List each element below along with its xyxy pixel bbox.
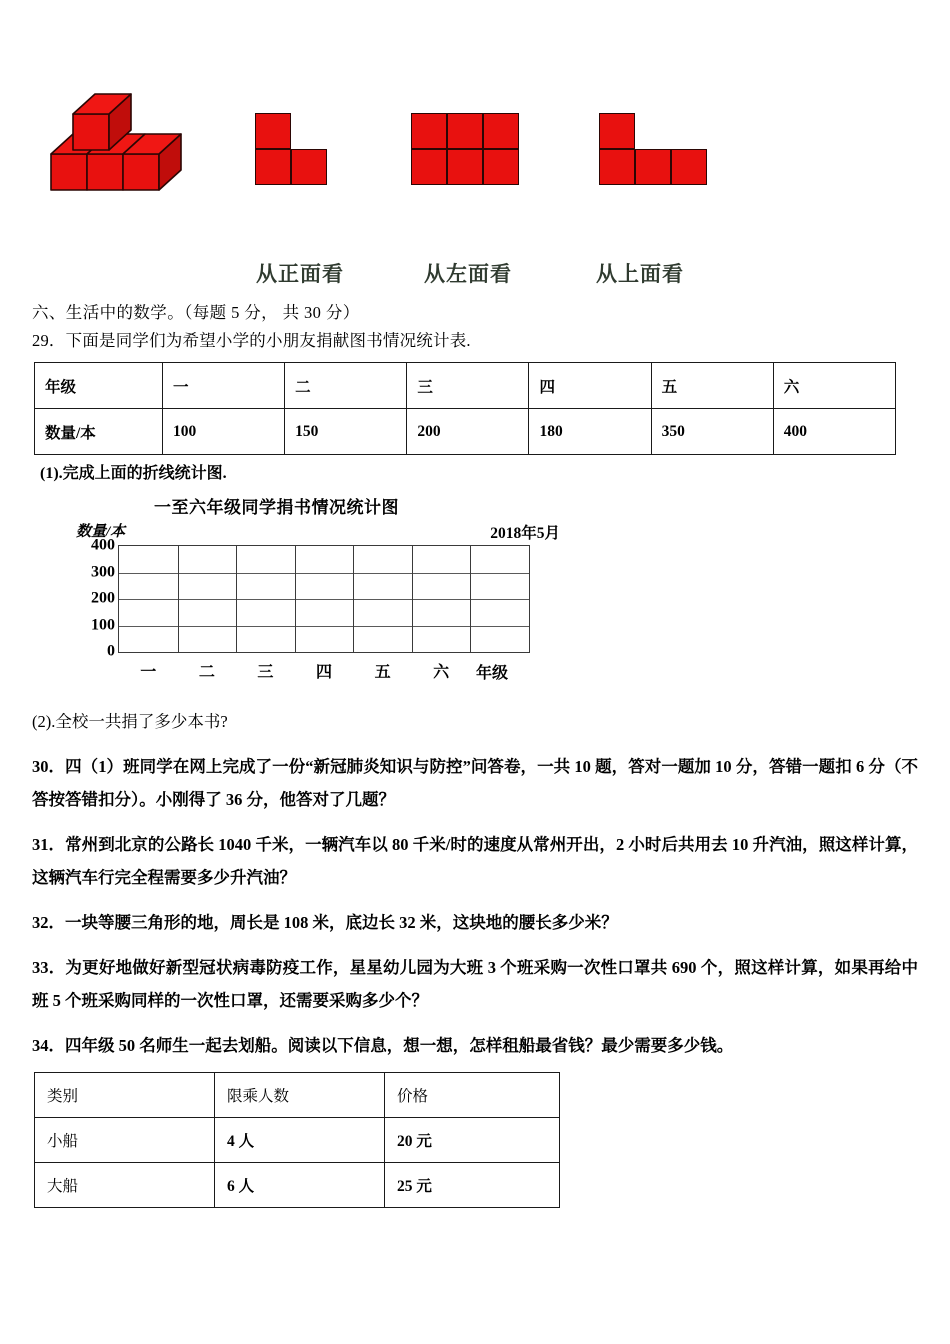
y-tick-400: 400	[91, 536, 115, 554]
section-heading: 六、生活中的数学。（每题 5 分， 共 30 分）	[32, 303, 360, 322]
shape-cell	[635, 149, 671, 185]
shape-cell	[447, 149, 483, 185]
amount-cell-4: 180	[529, 409, 651, 455]
solid-views-figure	[0, 0, 950, 300]
table-row-amounts	[35, 409, 896, 455]
question-31: 31．常州到北京的公路长 1040 千米，一辆汽车以 80 千米/时的速度从常州开出，2 小时后共用去 10 升汽油，照这样计算，这辆汽车行完全程需要多少升汽油？	[32, 835, 918, 887]
question-30: 30．四（1）班同学在网上完成了一份“新冠肺炎知识与防控”问答卷，一共 10 题，答对一题加 10 分，答错一题扣 6 分（不答按答错扣分）。小刚得了 36 分，他答对了几题？	[32, 757, 918, 809]
chart-date-label: 2018年5月	[490, 525, 560, 542]
shape-cell-empty	[635, 113, 671, 149]
shape-cell	[671, 149, 707, 185]
shape-cell	[411, 113, 447, 149]
cell-large-boat-type: 大船	[35, 1163, 215, 1208]
grade-cell-5: 五	[651, 363, 773, 409]
x-tick-grade-6: 六	[433, 664, 450, 681]
header-capacity: 限乘人数	[215, 1073, 385, 1118]
table-row-large-boat	[35, 1163, 560, 1208]
cell-small-boat-capacity: 4 人	[215, 1118, 385, 1163]
gridline-100	[119, 626, 529, 627]
gridline-300	[119, 573, 529, 574]
x-tick-grade-1: 一	[140, 664, 157, 681]
y-tick-300: 300	[91, 562, 115, 580]
row-header-amount: 数量/本	[35, 409, 163, 455]
x-tick-grade-5: 五	[374, 664, 391, 681]
cell-large-boat-price: 25 元	[385, 1163, 560, 1208]
table-row-small-boat	[35, 1118, 560, 1163]
question-32: 32．一块等腰三角形的地，周长是 108 米，底边长 32 米，这块地的腰长多少米？	[32, 913, 618, 932]
gridline-col-6	[470, 546, 471, 652]
top-view-shape	[600, 114, 708, 186]
y-tick-100: 100	[91, 615, 115, 633]
x-tick-grade-4: 四	[315, 664, 333, 681]
amount-cell-2: 150	[285, 409, 407, 455]
question-33: 33．为更好地做好新型冠状病毒防疫工作，星星幼儿园为大班 3 个班采购一次性口罩共 690 个，照这样计算，如果再给中班 5 个班采购同样的一次性口罩，还需要采购多少个？	[32, 958, 918, 1010]
donation-statistics-table	[34, 362, 896, 455]
shape-cell	[483, 149, 519, 185]
gridline-200	[119, 599, 529, 600]
question-34: 34．四年级 50 名师生一起去划船。阅读以下信息，想一想，怎样租船最省钱？最少需要多少钱。	[32, 1036, 734, 1055]
shape-cell-empty	[291, 113, 327, 149]
x-tick-grade-2: 二	[198, 664, 215, 681]
donation-line-chart	[58, 493, 578, 693]
row-header-grade: 年级	[35, 363, 163, 409]
cell-large-boat-capacity: 6 人	[215, 1163, 385, 1208]
top-view-label: 从上面看	[596, 262, 684, 286]
x-tick-grade-3: 三	[257, 664, 274, 681]
cell-small-boat-type: 小船	[35, 1118, 215, 1163]
grade-cell-4: 四	[529, 363, 651, 409]
front-view-shape	[256, 114, 328, 186]
table-row-grades	[35, 363, 896, 409]
amount-cell-3: 200	[407, 409, 529, 455]
question-29-2: (2).全校一共捐了多少本书?	[32, 712, 228, 731]
gridline-col-5	[412, 546, 413, 652]
gridline-col-2	[236, 546, 237, 652]
worksheet-content	[0, 300, 950, 1208]
shape-cell	[411, 149, 447, 185]
table-row-header	[35, 1073, 560, 1118]
chart-x-axis-label: 年级	[476, 665, 509, 682]
view-labels-row	[0, 258, 950, 292]
grade-cell-6: 六	[773, 363, 895, 409]
header-category: 类别	[35, 1073, 215, 1118]
grade-cell-2: 二	[285, 363, 407, 409]
shape-cell	[483, 113, 519, 149]
question-29-1: (1).完成上面的折线统计图.	[40, 465, 227, 482]
chart-y-axis-label: 数量/本	[76, 524, 126, 540]
gridline-col-3	[295, 546, 296, 652]
boat-rental-table	[34, 1072, 560, 1208]
grade-cell-1: 一	[163, 363, 285, 409]
amount-cell-1: 100	[163, 409, 285, 455]
y-tick-200: 200	[91, 589, 115, 607]
left-view-shape	[412, 114, 520, 186]
left-view-label: 从左面看	[424, 262, 512, 286]
cell-small-boat-price: 20 元	[385, 1118, 560, 1163]
shape-cell	[291, 149, 327, 185]
amount-cell-5: 350	[651, 409, 773, 455]
shape-cell	[255, 149, 291, 185]
amount-cell-6: 400	[773, 409, 895, 455]
shape-cell	[447, 113, 483, 149]
shape-cell	[599, 149, 635, 185]
chart-title: 一至六年级同学捐书情况统计图	[154, 498, 399, 517]
question-29-intro: 29．下面是同学们为希望小学的小朋友捐献图书情况统计表.	[32, 331, 471, 350]
shape-cell	[255, 113, 291, 149]
gridline-col-4	[353, 546, 354, 652]
y-tick-0: 0	[107, 642, 115, 660]
shape-cell	[599, 113, 635, 149]
shape-cell-empty	[671, 113, 707, 149]
header-price: 价格	[385, 1073, 560, 1118]
3d-cube-structure-icon	[46, 92, 236, 202]
front-view-label: 从正面看	[256, 262, 344, 286]
grade-cell-3: 三	[407, 363, 529, 409]
gridline-col-1	[178, 546, 179, 652]
